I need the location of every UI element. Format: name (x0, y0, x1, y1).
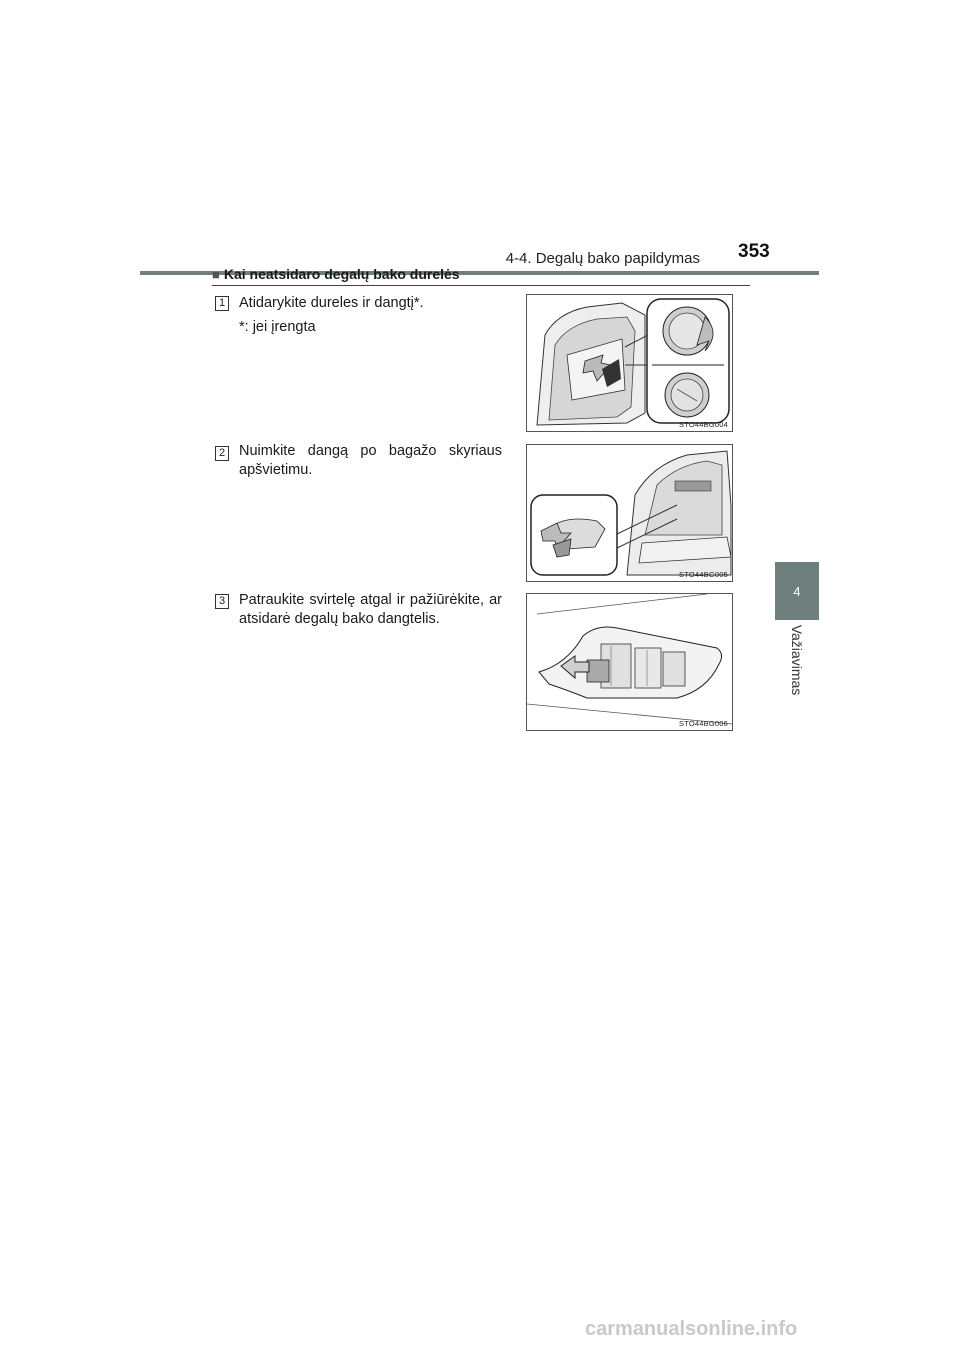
figure-code-1: STO44BG004 (679, 420, 728, 429)
heading-rule (212, 285, 750, 286)
heading-bullet: ■ (212, 267, 220, 282)
figure-trunk-cover (526, 444, 733, 582)
figure-fuel-door-open (526, 294, 733, 432)
fuel-lever-illustration (527, 594, 732, 730)
step-text-3: Patraukite svirtelę atgal ir pažiūrėkite, ar atsidarė degalų bako dangtelis. (239, 592, 502, 627)
heading-text: Kai neatsidaro degalų bako durelės (223, 266, 460, 282)
step-text-1: Atidarykite dureles ir dangtį*. (239, 295, 424, 311)
figure-fuel-lever (526, 593, 733, 731)
chapter-tab (775, 562, 819, 620)
chapter-label-text: Važiavimas (789, 624, 805, 696)
chapter-number: 4 (793, 583, 801, 599)
section-heading (212, 266, 460, 282)
page-number: 353 (738, 241, 770, 262)
step-number-3: 3 (215, 594, 229, 609)
watermark: carmanualsonline.info (585, 1318, 798, 1340)
trunk-cover-illustration (527, 445, 732, 581)
step-text-2: Nuimkite dangą po bagažo skyriaus apšvietimu. (239, 443, 502, 478)
fuel-door-illustration (527, 295, 732, 431)
step-number-2: 2 (215, 446, 229, 461)
figure-code-3: STO44BG006 (679, 719, 728, 728)
figure-code-2: STO44BG005 (679, 570, 728, 579)
step-note-1: *: jei įrengta (239, 319, 316, 335)
step-number-1: 1 (215, 296, 229, 311)
running-header-title: 4-4. Degalų bako papildymas (505, 250, 700, 267)
